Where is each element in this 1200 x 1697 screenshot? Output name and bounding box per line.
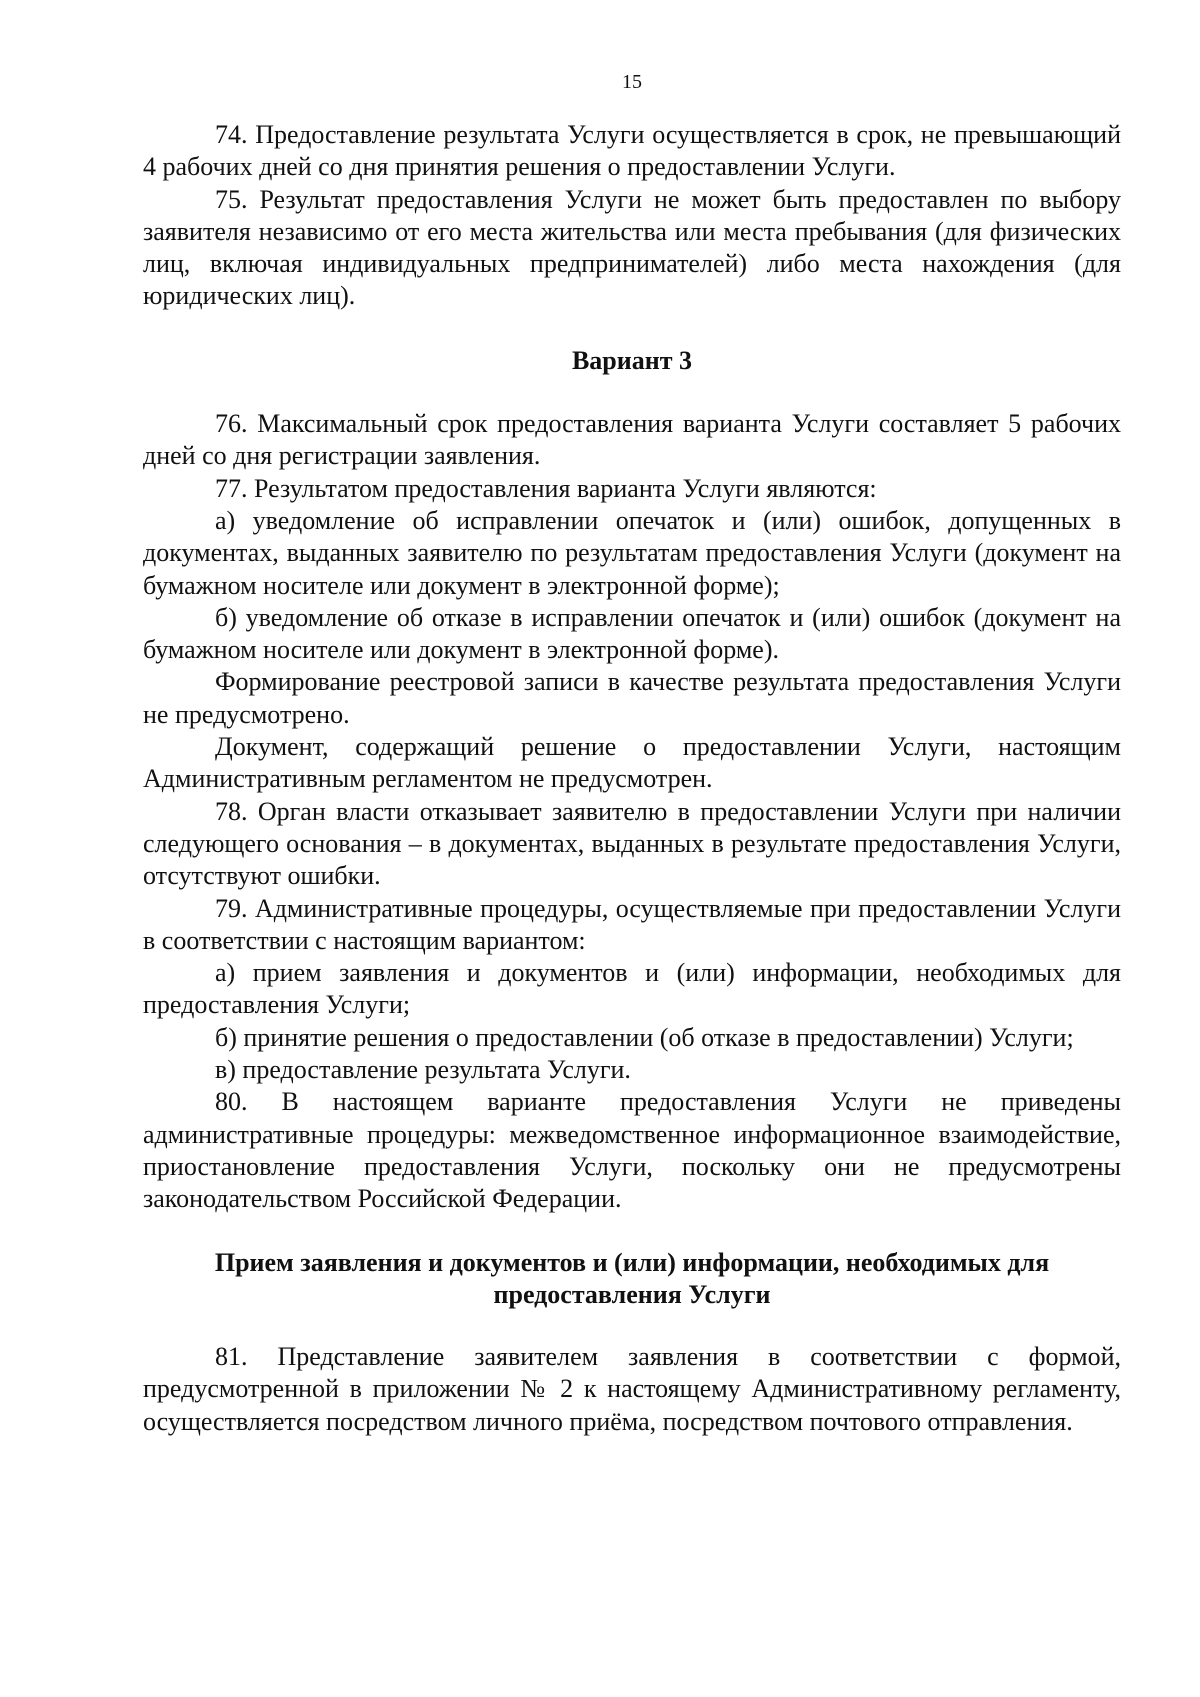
paragraph-80: 80. В настоящем варианте предоставления Услуги не приведены административные процедуры: межведомственное информационное взаимодействие, приостановление предоставления Услуги, поскольку они не предусмотрены законодательством Российской Федерации. bbox=[143, 1087, 1121, 1214]
paragraph-75: 75. Результат предоставления Услуги не может быть предоставлен по выбору заявителя независимо от его места жительства или места пребывания (для физических лиц, включая индивидуальных предпринимателей) либо места нахождения (для юридических лиц). bbox=[143, 184, 1121, 311]
paragraph-79-b: б) принятие решения о предоставлении (об отказе в предоставлении) Услуги; bbox=[215, 1022, 1074, 1052]
paragraph-78: 78. Орган власти отказывает заявителю в предоставлении Услуги при наличии следующего основания – в документах, выданных в результате предоставления Услуги, отсутствуют ошибки. bbox=[143, 796, 1121, 891]
document-body bbox=[143, 119, 1121, 1438]
variant-heading: Вариант 3 bbox=[571, 345, 693, 375]
paragraph-77-b: б) уведомление об отказе в исправлении опечаток и (или) ошибок (документ на бумажном носителе или документ в электронной форме). bbox=[143, 602, 1121, 665]
paragraph-decision-document: Документ, содержащий решение о предоставлении Услуги, настоящим Административным регламентом не предусмотрен. bbox=[143, 732, 1121, 794]
paragraph-81: 81. Представление заявителем заявления в соответствии с формой, предусмотренной в приложении № 2 к настоящему Административному регламенту, осуществляется посредством личного приёма, посредством почтового отправления. bbox=[143, 1342, 1121, 1436]
paragraph-77-a: а) уведомление об исправлении опечаток и (или) ошибок, допущенных в документах, выданных заявителю по результатам предоставления Услуги (документ на бумажном носителе или документ в электронной форме); bbox=[143, 505, 1121, 600]
paragraph-76: 76. Максимальный срок предоставления варианта Услуги составляет 5 рабочих дней со дня регистрации заявления. bbox=[143, 409, 1121, 471]
page-number: 15 bbox=[622, 71, 642, 93]
paragraph-74: 74. Предоставление результата Услуги осуществляется в срок, не превышающий 4 рабочих дней со дня принятия решения о предоставлении Услуги. bbox=[143, 120, 1121, 182]
section-heading: Прием заявления и документов и (или) информации, необходимых для предоставления Услуги bbox=[214, 1247, 1050, 1309]
paragraph-79: 79. Административные процедуры, осуществляемые при предоставлении Услуги в соответствии с настоящим вариантом: bbox=[143, 893, 1121, 955]
paragraph-registry-record: Формирование реестровой записи в качестве результата предоставления Услуги не предусмотрено. bbox=[143, 667, 1121, 729]
paragraph-79-a: а) прием заявления и документов и (или) информации, необходимых для предоставления Услуги; bbox=[143, 958, 1121, 1020]
paragraph-77: 77. Результатом предоставления варианта Услуги являются: bbox=[215, 473, 877, 503]
paragraph-79-v: в) предоставление результата Услуги. bbox=[215, 1055, 631, 1085]
